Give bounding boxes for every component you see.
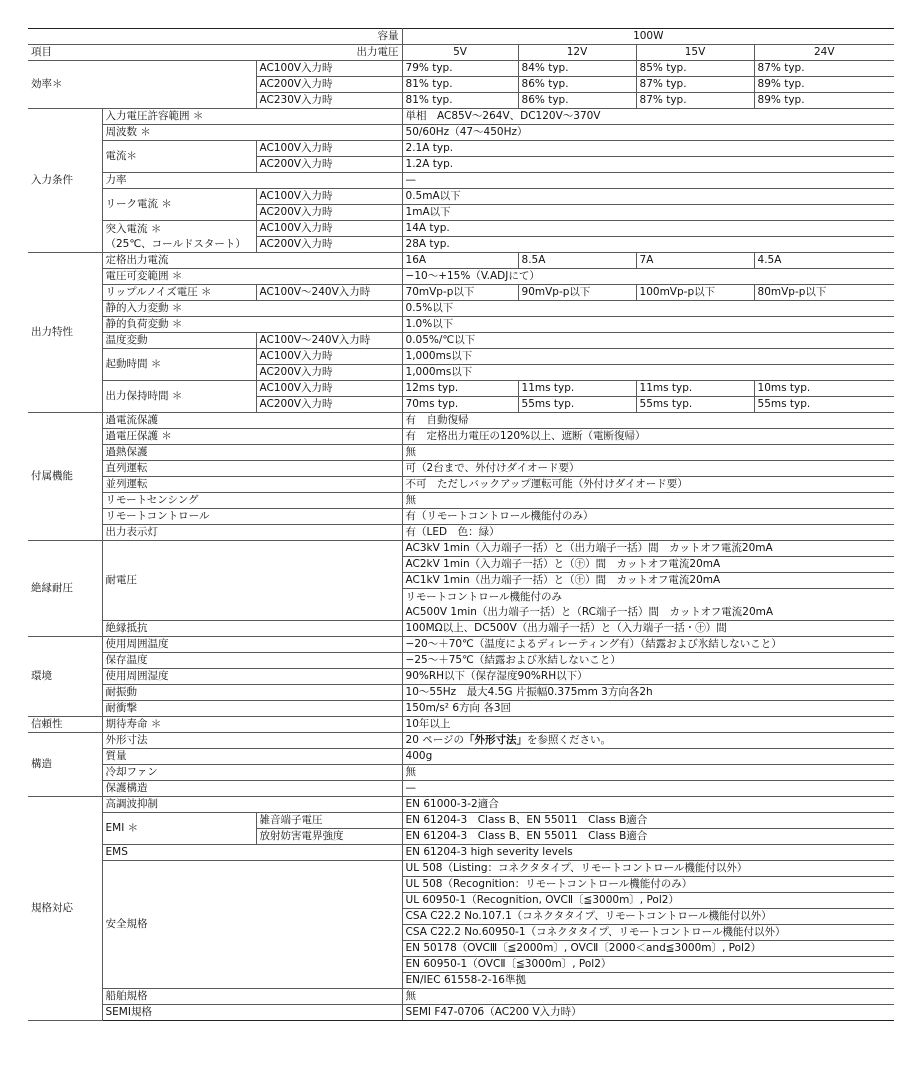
function-name: 出力表示灯 [102, 525, 402, 541]
structure-name: 冷却ファン [102, 765, 402, 781]
structure-value: 無 [402, 765, 894, 781]
environment-label: 環境 [28, 637, 102, 717]
cond-ac200: AC200V入力時 [256, 205, 402, 221]
efficiency-value: 79% typ. [402, 61, 518, 77]
header-capacity-row [28, 29, 894, 45]
hold-value: 70ms typ. [402, 397, 518, 413]
marine-value: 無 [402, 989, 894, 1005]
cond-ac100-240: AC100V〜240V入力時 [256, 285, 402, 301]
efficiency-value: 81% typ. [402, 77, 518, 93]
static-load-value: 1.0%以下 [402, 317, 894, 333]
environment-value: 10〜55Hz 最大4.5G 片振幅0.375mm 3方向各2h [402, 685, 894, 701]
standards-row [28, 845, 894, 861]
function-row [28, 461, 894, 477]
function-row [28, 525, 894, 541]
safety-value: UL 508（Recognition：リモートコントロール機能付のみ） [402, 877, 894, 893]
safety-value: EN 50178（OVCⅢ〔≦2000m〕, OVCⅡ〔2000＜and≦3000m〕, Pol2） [402, 941, 894, 957]
environment-name: 耐衝撃 [102, 701, 402, 717]
efficiency-value: 87% typ. [636, 93, 754, 109]
hold-value: 55ms typ. [754, 397, 894, 413]
function-row [28, 493, 894, 509]
hold-value: 12ms typ. [402, 381, 518, 397]
startup-ac200-value: 1,000ms以下 [402, 365, 894, 381]
input-row [28, 189, 894, 205]
harmonic-value: EN 61000-3-2適合 [402, 797, 894, 813]
efficiency-value: 89% typ. [754, 93, 894, 109]
capacity-label: 容量 [28, 29, 402, 45]
standards-row [28, 797, 894, 813]
standards-row [28, 1005, 894, 1021]
withstand-value: AC1kV 1min（出力端子一括）と（㊉）間 カットオフ電流20mA [402, 573, 894, 589]
ripple-value: 100mVp-p以下 [636, 285, 754, 301]
emi-radiated-label: 放射妨害電界強度 [256, 829, 402, 845]
hold-value: 55ms typ. [636, 397, 754, 413]
emi-radiated-value: EN 61204-3 Class B、EN 55011 Class B適合 [402, 829, 894, 845]
efficiency-value: 85% typ. [636, 61, 754, 77]
resistance-value: 100MΩ以上、DC500V（出力端子一括）と（入力端子一括・㊉）間 [402, 621, 894, 637]
output-row [28, 253, 894, 269]
environment-value: −20〜＋70℃（温度によるディレーティング有）（結露および氷結しないこと） [402, 637, 894, 653]
semi-value: SEMI F47-0706（AC200 V入力時） [402, 1005, 894, 1021]
safety-value: EN/IEC 61558-2-16準拠 [402, 973, 894, 989]
environment-row [28, 669, 894, 685]
function-value: 有 定格出力電圧の120%以上、遮断（電断復帰） [402, 429, 894, 445]
harmonic-label: 高調波抑制 [102, 797, 402, 813]
static-load-label: 静的負荷変動 ＊ [102, 317, 402, 333]
environment-name: 使用周囲湿度 [102, 669, 402, 685]
rated-current-value: 16A [402, 253, 518, 269]
voltage-label: 出力電圧 [356, 46, 399, 58]
emi-conducted-label: 雑音端子電圧 [256, 813, 402, 829]
cond-ac200: AC200V入力時 [256, 365, 402, 381]
dims-label: 外形寸法 [102, 733, 402, 749]
rated-current-value: 7A [636, 253, 754, 269]
cond-ac100: AC100V入力時 [256, 61, 402, 77]
current-ac200-value: 1.2A typ. [402, 157, 894, 173]
header-item-cell [28, 45, 402, 61]
function-value: 無 [402, 445, 894, 461]
environment-name: 使用周囲温度 [102, 637, 402, 653]
inrush-label-line2: （25℃、コールドスタート） [105, 237, 246, 250]
life-label: 期待寿命 ＊ [102, 717, 402, 733]
efficiency-value: 84% typ. [518, 61, 636, 77]
function-value: 有（LED 色：緑） [402, 525, 894, 541]
function-name: 並列運転 [102, 477, 402, 493]
structure-name: 質量 [102, 749, 402, 765]
inrush-label [102, 221, 256, 253]
input-row [28, 173, 894, 189]
input-row [28, 141, 894, 157]
inrush-ac200-value: 28A typ. [402, 237, 894, 253]
safety-value: EN 60950-1（OVCⅡ〔≦3000m〕, Pol2） [402, 957, 894, 973]
input-row [28, 125, 894, 141]
cond-ac200: AC200V入力時 [256, 237, 402, 253]
structure-row [28, 765, 894, 781]
spec-table [28, 28, 894, 1021]
insulation-row [28, 621, 894, 637]
standards-row [28, 989, 894, 1005]
safety-value: UL 508（Listing：コネクタタイプ、リモートコントロール機能付以外） [402, 861, 894, 877]
hold-label: 出力保持時間 ＊ [102, 381, 256, 413]
hold-value: 55ms typ. [518, 397, 636, 413]
semi-label: SEMI規格 [102, 1005, 402, 1021]
function-name: 過電流保護 [102, 413, 402, 429]
voltage-range-value: 単相 AC85V〜264V、DC120V〜370V [402, 109, 894, 125]
inrush-ac100-value: 14A typ. [402, 221, 894, 237]
rated-current-value: 4.5A [754, 253, 894, 269]
cond-ac200: AC200V入力時 [256, 157, 402, 173]
function-value: 可（2台まで、外付けダイオード要） [402, 461, 894, 477]
voltage-15v: 15V [636, 45, 754, 61]
item-label: 項目 [31, 46, 52, 58]
standards-label: 規格対応 [28, 797, 102, 1021]
withstand-value: AC3kV 1min（入力端子一括）と（出力端子一括）間 カットオフ電流20mA [402, 541, 894, 557]
efficiency-value: 86% typ. [518, 93, 636, 109]
safety-value: CSA C22.2 No.60950-1（コネクタタイプ、リモートコントロール機能付以外） [402, 925, 894, 941]
insulation-row [28, 541, 894, 557]
pf-value: — [402, 173, 894, 189]
voltage-5v: 5V [402, 45, 518, 61]
header-voltage-row [28, 45, 894, 61]
efficiency-value: 86% typ. [518, 77, 636, 93]
hold-value: 11ms typ. [518, 381, 636, 397]
hold-value: 10ms typ. [754, 381, 894, 397]
cond-ac100: AC100V入力時 [256, 381, 402, 397]
function-value: 無 [402, 493, 894, 509]
efficiency-value: 89% typ. [754, 77, 894, 93]
emi-conducted-value: EN 61204-3 Class B、EN 55011 Class B適合 [402, 813, 894, 829]
cond-ac100: AC100V入力時 [256, 221, 402, 237]
safety-value: UL 60950-1（Recognition, OVCⅡ〔≦3000m〕, Pol2） [402, 893, 894, 909]
input-row [28, 221, 894, 237]
function-row [28, 509, 894, 525]
cond-ac200: AC200V入力時 [256, 77, 402, 93]
temp-label: 温度変動 [102, 333, 256, 349]
structure-value: — [402, 781, 894, 797]
static-input-value: 0.5%以下 [402, 301, 894, 317]
output-row [28, 333, 894, 349]
dims-pre: 20 ページの [405, 734, 465, 746]
inrush-label-line1: 突入電流 ＊ [105, 222, 162, 235]
current-label: 電流＊ [102, 141, 256, 173]
output-row [28, 285, 894, 301]
function-name: 過電圧保護 ＊ [102, 429, 402, 445]
withstand-remote-line2: AC500V 1min（出力端子一括）と（RC端子一括）間 カットオフ電流20mA [405, 605, 774, 618]
withstand-value: AC2kV 1min（入力端子一括）と（㊉）間 カットオフ電流20mA [402, 557, 894, 573]
function-row [28, 477, 894, 493]
output-row [28, 317, 894, 333]
frequency-value: 50/60Hz（47〜450Hz） [402, 125, 894, 141]
function-value: 不可 ただしバックアップ運転可能（外付けダイオード要） [402, 477, 894, 493]
hold-value: 11ms typ. [636, 381, 754, 397]
function-row [28, 413, 894, 429]
voltage-24v: 24V [754, 45, 894, 61]
voltage-12v: 12V [518, 45, 636, 61]
safety-label: 安全規格 [102, 861, 402, 989]
output-row [28, 349, 894, 365]
efficiency-label: 効率＊ [28, 61, 256, 109]
pf-label: 力率 [102, 173, 402, 189]
voltage-range-label: 入力電圧許容範囲 ＊ [102, 109, 402, 125]
emi-label: EMI ＊ [102, 813, 256, 845]
structure-row [28, 781, 894, 797]
reliability-label: 信頼性 [28, 717, 102, 733]
startup-ac100-value: 1,000ms以下 [402, 349, 894, 365]
output-row [28, 381, 894, 397]
function-name: リモートコントロール [102, 509, 402, 525]
environment-row [28, 653, 894, 669]
dims-post: を参照ください。 [527, 734, 612, 746]
cond-ac200: AC200V入力時 [256, 397, 402, 413]
safety-value: CSA C22.2 No.107.1（コネクタタイプ、リモートコントロール機能付以外） [402, 909, 894, 925]
structure-value: 400g [402, 749, 894, 765]
withstand-label: 耐電圧 [102, 541, 402, 621]
output-row [28, 269, 894, 285]
efficiency-value: 81% typ. [402, 93, 518, 109]
input-label: 入力条件 [28, 109, 102, 253]
cond-ac100: AC100V入力時 [256, 189, 402, 205]
input-row [28, 109, 894, 125]
rated-current-label: 定格出力電流 [102, 253, 402, 269]
output-label: 出力特性 [28, 253, 102, 413]
cond-ac230: AC230V入力時 [256, 93, 402, 109]
function-row [28, 445, 894, 461]
ems-label: EMS [102, 845, 402, 861]
environment-row [28, 637, 894, 653]
functions-label: 付属機能 [28, 413, 102, 541]
life-value: 10年以上 [402, 717, 894, 733]
function-name: リモートセンシング [102, 493, 402, 509]
environment-row [28, 685, 894, 701]
function-name: 過熱保護 [102, 445, 402, 461]
current-ac100-value: 2.1A typ. [402, 141, 894, 157]
leak-ac200-value: 1mA以下 [402, 205, 894, 221]
environment-row [28, 701, 894, 717]
ripple-value: 90mVp-p以下 [518, 285, 636, 301]
frequency-label: 周波数 ＊ [102, 125, 402, 141]
withstand-remote-value [402, 589, 894, 621]
withstand-remote-line1: リモートコントロール機能付のみ [405, 590, 562, 603]
structure-row [28, 749, 894, 765]
dims-value [402, 733, 894, 749]
standards-row [28, 861, 894, 877]
ripple-value: 70mVp-p以下 [402, 285, 518, 301]
environment-value: −25〜＋75℃（結露および氷結しないこと） [402, 653, 894, 669]
structure-name: 保護構造 [102, 781, 402, 797]
temp-value: 0.05%/℃以下 [402, 333, 894, 349]
standards-row [28, 813, 894, 829]
output-row [28, 301, 894, 317]
environment-value: 150m/s² 6方向 各3回 [402, 701, 894, 717]
marine-label: 船舶規格 [102, 989, 402, 1005]
resistance-label: 絶縁抵抗 [102, 621, 402, 637]
function-value: 有（リモートコントロール機能付のみ） [402, 509, 894, 525]
cond-ac100-240: AC100V〜240V入力時 [256, 333, 402, 349]
environment-value: 90%RH以下（保存湿度90%RH以下） [402, 669, 894, 685]
function-name: 直列運転 [102, 461, 402, 477]
rated-current-value: 8.5A [518, 253, 636, 269]
structure-label: 構造 [28, 733, 102, 797]
efficiency-value: 87% typ. [636, 77, 754, 93]
ripple-value: 80mVp-p以下 [754, 285, 894, 301]
environment-name: 保存温度 [102, 653, 402, 669]
function-value: 有 自動復帰 [402, 413, 894, 429]
leak-label: リーク電流 ＊ [102, 189, 256, 221]
cond-ac100: AC100V入力時 [256, 141, 402, 157]
efficiency-value: 87% typ. [754, 61, 894, 77]
leak-ac100-value: 0.5mA以下 [402, 189, 894, 205]
efficiency-row [28, 61, 894, 77]
static-input-label: 静的入力変動 ＊ [102, 301, 402, 317]
voltage-adj-label: 電圧可変範囲 ＊ [102, 269, 402, 285]
voltage-adj-value: −10〜+15%（V.ADJにて） [402, 269, 894, 285]
dims-link-text: 「外形寸法」 [464, 734, 528, 746]
function-row [28, 429, 894, 445]
ems-value: EN 61204-3 high severity levels [402, 845, 894, 861]
cond-ac100: AC100V入力時 [256, 349, 402, 365]
structure-row [28, 733, 894, 749]
insulation-label: 絶縁耐圧 [28, 541, 102, 637]
capacity-value: 100W [402, 29, 894, 45]
reliability-row [28, 717, 894, 733]
ripple-label: リップルノイズ電圧 ＊ [102, 285, 256, 301]
startup-label: 起動時間 ＊ [102, 349, 256, 381]
environment-name: 耐振動 [102, 685, 402, 701]
